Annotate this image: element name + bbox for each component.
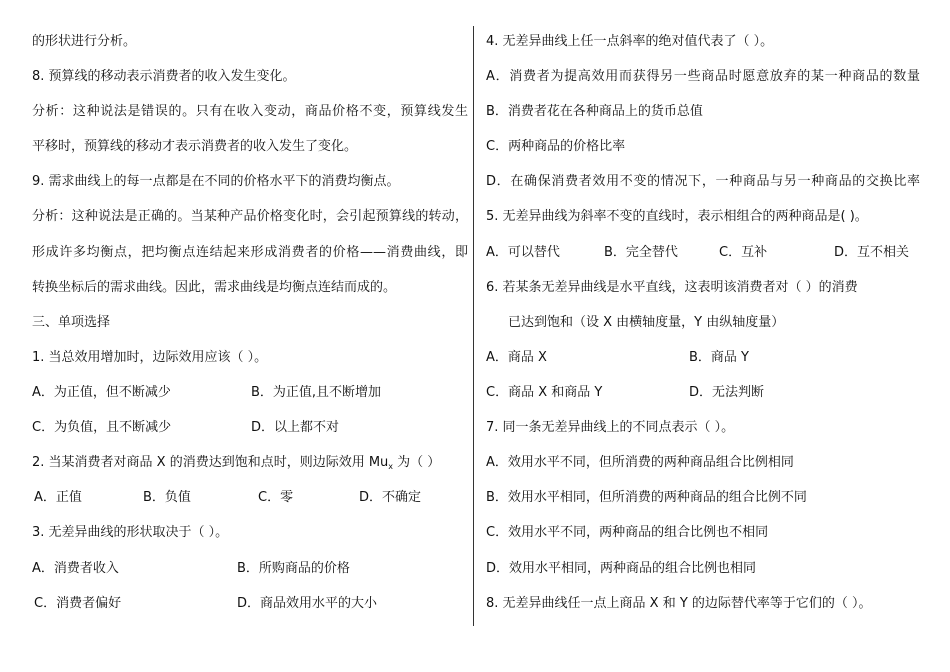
analysis-8-line-2: 平移时，预算线的移动才表示消费者的收入发生了变化。 — [32, 139, 358, 154]
option-b[interactable]: B．所购商品的价格 — [237, 561, 350, 576]
section-heading: 三、单项选择 — [32, 315, 111, 330]
option-d[interactable]: D．无法判断 — [689, 385, 765, 400]
question-2-blank: 为（ ） — [393, 455, 441, 470]
option-c[interactable]: C．为负值，且不断减少 — [32, 420, 172, 435]
option-a[interactable]: A．商品 X — [486, 350, 547, 365]
option-b[interactable]: B．消费者花在各种商品上的货币总值 — [486, 104, 703, 119]
option-c[interactable]: C．商品 X 和商品 Y — [486, 385, 603, 400]
option-c[interactable]: C．零 — [258, 490, 294, 505]
analysis-9-line-3: 转换坐标后的需求曲线。因此，需求曲线是均衡点连结而成的。 — [32, 280, 397, 295]
option-b[interactable]: B．负值 — [143, 490, 191, 505]
option-a[interactable]: A．可以替代 — [486, 245, 560, 260]
question-2-options — [32, 489, 468, 507]
question-3: 3. 无差异曲线的形状取决于（ ）。 — [32, 525, 229, 540]
analysis-9-line-2: 形成许多均衡点，把均衡点连结起来形成消费者的价格——消费曲线，即 — [32, 245, 468, 260]
question-1-options-row-2 — [32, 419, 468, 437]
analysis-9-line-1: 分析：这种说法是正确的。当某种产品价格变化时，会引起预算线的转动， — [32, 209, 468, 224]
option-d[interactable]: D．在确保消费者效用不变的情况下，一种商品与另一种商品的交换比率 — [486, 174, 920, 189]
question-3-options-row-2 — [32, 595, 468, 613]
question-5: 5. 无差异曲线为斜率不变的直线时，表示相组合的两种商品是( )。 — [486, 209, 868, 224]
statement-9: 9. 需求曲线上的每一点都是在不同的价格水平下的消费均衡点。 — [32, 174, 400, 189]
option-d[interactable]: D．效用水平相同，两种商品的组合比例也相同 — [486, 561, 757, 576]
question-3-options-row-1 — [32, 560, 468, 578]
text-line: 的形状进行分析。 — [32, 34, 137, 49]
option-d[interactable]: D．互不相关 — [834, 245, 910, 260]
option-c[interactable]: C．互补 — [719, 245, 768, 260]
question-2-text: 2. 当某消费者对商品 X 的消费达到饱和点时，则边际效用 Mu — [32, 455, 389, 470]
question-4: 4. 无差异曲线上任一点斜率的绝对值代表了（ ）。 — [486, 34, 774, 49]
option-b[interactable]: B．效用水平相同，但所消费的两种商品的组合比例不同 — [486, 490, 807, 505]
subscript-x: x — [388, 462, 394, 471]
question-8: 8. 无差异曲线任一点上商品 X 和 Y 的边际替代率等于它们的（ ）。 — [486, 596, 872, 611]
option-b[interactable]: B．完全替代 — [604, 245, 678, 260]
question-6-options-row-1 — [486, 349, 920, 367]
option-a[interactable]: A．正值 — [34, 490, 82, 505]
question-7: 7. 同一条无差异曲线上的不同点表示（ ）。 — [486, 420, 735, 435]
option-a[interactable]: A．消费者收入 — [32, 561, 119, 576]
analysis-8-line-1: 分析：这种说法是错误的。只有在收入变动，商品价格不变，预算线发生 — [32, 104, 468, 119]
statement-8: 8. 预算线的移动表示消费者的收入发生变化。 — [32, 69, 296, 84]
question-5-options — [486, 244, 920, 262]
option-c[interactable]: C．效用水平不同，两种商品的组合比例也不相同 — [486, 525, 769, 540]
option-d[interactable]: D．以上都不对 — [251, 420, 340, 435]
option-d[interactable]: D．商品效用水平的大小 — [237, 596, 378, 611]
question-6: 6. 若某条无差异曲线是水平直线，这表明该消费者对（ ）的消费 — [486, 280, 858, 295]
question-1: 1. 当总效用增加时，边际效用应该（ ）。 — [32, 350, 268, 365]
option-a[interactable]: A．为正值，但不断减少 — [32, 385, 171, 400]
option-c[interactable]: C．消费者偏好 — [34, 596, 122, 611]
option-b[interactable]: B．商品 Y — [689, 350, 749, 365]
column-divider — [473, 26, 474, 626]
question-2 — [32, 454, 440, 472]
question-1-options-row-1 — [32, 384, 468, 402]
option-c[interactable]: C．两种商品的价格比率 — [486, 139, 626, 154]
option-a[interactable]: A．消费者为提高效用而获得另一些商品时愿意放弃的某一种商品的数量 — [486, 69, 920, 84]
question-6-continued: 已达到饱和（设 X 由横轴度量，Y 由纵轴度量） — [508, 315, 785, 330]
option-b[interactable]: B．为正值,且不断增加 — [251, 385, 382, 400]
option-a[interactable]: A．效用水平不同，但所消费的两种商品组合比例相同 — [486, 455, 794, 470]
option-d[interactable]: D．不确定 — [359, 490, 422, 505]
question-6-options-row-2 — [486, 384, 920, 402]
